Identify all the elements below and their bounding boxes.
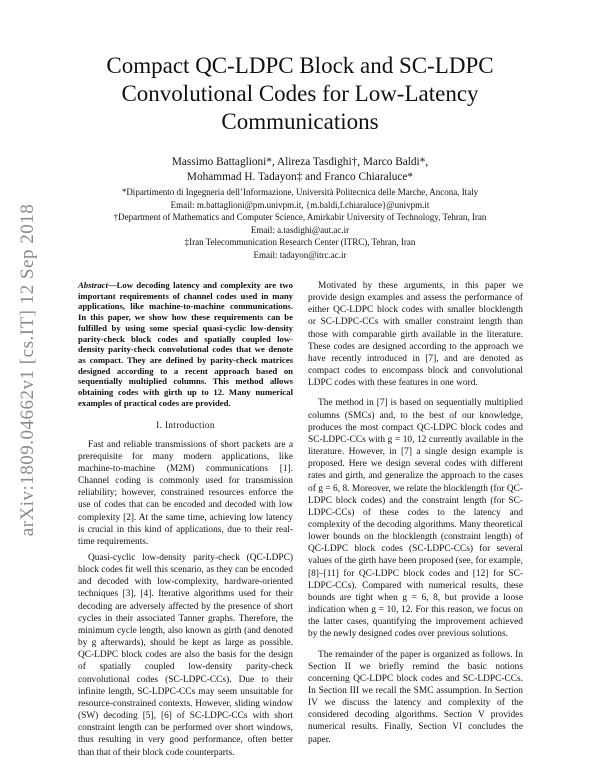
affiliations — [60, 186, 540, 262]
body-paragraph: The method in [7] is based on sequentially multiplied columns (SMCs) and, to the best of our knowledge, produces the most compact QC-LDPC block codes and SC-LDPC-CCs with g = 10, 12 currently available in the literature. However, in [7] a single design example is proposed. Here we design several codes with different rates and girth, and generalize the approach to the cases of g = 6, 8. Moreover, we relate the blocklength (for QC-LDPC block codes) and the constraint length (for SC-LDPC-CCs) of these codes to the latency and complexity of the decoding algorithms. Many theoretical lower bounds on the blocklength (constraint length) of QC-LDPC block codes (SC-LDPC-CCs) for several values of the girth have been proposed (see, for example, [8]–[11] for QC-LDPC block codes and [12] for SC-LDPC-CCs). Compared with numerical results, these bounds are tight when g = 6, 8, but provide a loose indication when g = 10, 12. For this reason, we focus on the latter cases, quantifying the improvement achieved by the newly designed codes over previous solutions. — [308, 398, 523, 640]
left-column — [78, 280, 293, 759]
intro-paragraph: Quasi-cyclic low-density parity-check (QC-LDPC) block codes fit well this scenario, as they can be encoded and decoded with low-complexity, hardware-oriented techniques [3], [4]. Iterative algorithms used for their decoding are adversely affected by the presence of short cycles in their associated Tanner graphs. Therefore, the minimum cycle length, also known as girth (and denoted by g afterwards), should be kept as large as possible. QC-LDPC block codes are also the basis for the design of spatially coupled low-density parity-check convolutional codes (SC-LDPC-CCs). Due to their infinite length, SC-LDPC-CCs may seem unsuitable for resource-constrained contexts. However, sliding window (SW) decoding [5], [6] of SC-LDPC-CCs with short constraint length can be performed over short windows, thus resulting in very good performance, often better than that of their block code counterparts. — [78, 553, 293, 758]
body-paragraph: Motivated by these arguments, in this paper we provide design examples and assess the performance of either QC-LDPC block codes with smaller blocklength or SC-LDPC-CCs with smaller constraint length than those with comparable girth available in the literature. These codes are designed according to the approach we have recently introduced in [7], and are denoted as compact codes to encompass block and convolutional LDPC codes with these features in one word. — [308, 281, 523, 389]
abstract-label: Abstract — [78, 280, 108, 290]
abstract-text: —Low decoding latency and complexity are two important requirements of channel codes used in many applications, like machine-to-machine communications. In this paper, we show how these requirements can be fulfilled by using some special quasi-cyclic low-density parity-check block codes and spatially coupled low-density parity-check convolutional codes that we denote as compact. They are defined by parity-check matrices designed according to a recent approach based on sequentially multiplied columns. This method allows obtaining codes with girth up to 12. Many numerical examples of practical codes are provided. — [78, 280, 293, 408]
author-list — [60, 155, 540, 185]
body-paragraph: The remainder of the paper is organized as follows. In Section II we briefly remind the basic notions concerning QC-LDPC block codes and SC-LDPC-CCs. In Section III we recall the SMC assumption. In Section IV we discuss the latency and complexity of the considered decoding algorithms. Section V provides numerical results. Finally, Section VI concludes the paper. — [308, 649, 523, 745]
intro-paragraph: Fast and reliable transmissions of short packets are a prerequisite for many modern applications, like machine-to-machine (M2M) communications [1]. Channel coding is commonly used for transmission reliability; however, constrained resources enforce the use of codes that can be encoded and decoded with low complexity [2]. At the same time, achieving low latency is crucial in this kind of applications, due to their real-time requirements. — [78, 439, 293, 547]
arxiv-identifier-text: arXiv:1809.04662v1 [cs.IT] 12 Sep 2018 — [17, 203, 38, 537]
affiliation-line: *Dipartimento di Ingegneria dell’Informazione, Università Politecnica delle Marche, Ancona, Italy — [121, 187, 479, 197]
affiliation-line: Email: a.tasdighi@aut.ac.ir — [250, 224, 350, 235]
abstract — [78, 280, 293, 408]
paper-title: Compact QC-LDPC Block and SC-LDPC Convolutional Codes for Low-Latency Communications — [106, 53, 494, 134]
author-line-2: Mohammad H. Tadayon‡ and Franco Chiaraluce* — [186, 171, 414, 183]
right-column — [308, 280, 523, 746]
affiliation-line: ‡Iran Telecommunication Research Center (ITRC), Tehran, Iran — [184, 237, 416, 248]
author-line-1: Massimo Battaglioni*, Alireza Tasdighi†, Marco Baldi*, — [171, 156, 429, 168]
affiliation-line: Email: m.battaglioni@pm.univpm.it, {m.baldi,f.chiaraluce}@univpm.it — [170, 199, 430, 210]
arxiv-identifier — [8, 180, 48, 560]
section-heading-introduction: I. Introduction — [156, 421, 215, 432]
affiliation-line: †Department of Mathematics and Computer Science, Amirkabir University of Technology, Tehran, Iran — [113, 212, 487, 223]
affiliation-line: Email: tadayon@itrc.ac.ir — [253, 249, 347, 260]
